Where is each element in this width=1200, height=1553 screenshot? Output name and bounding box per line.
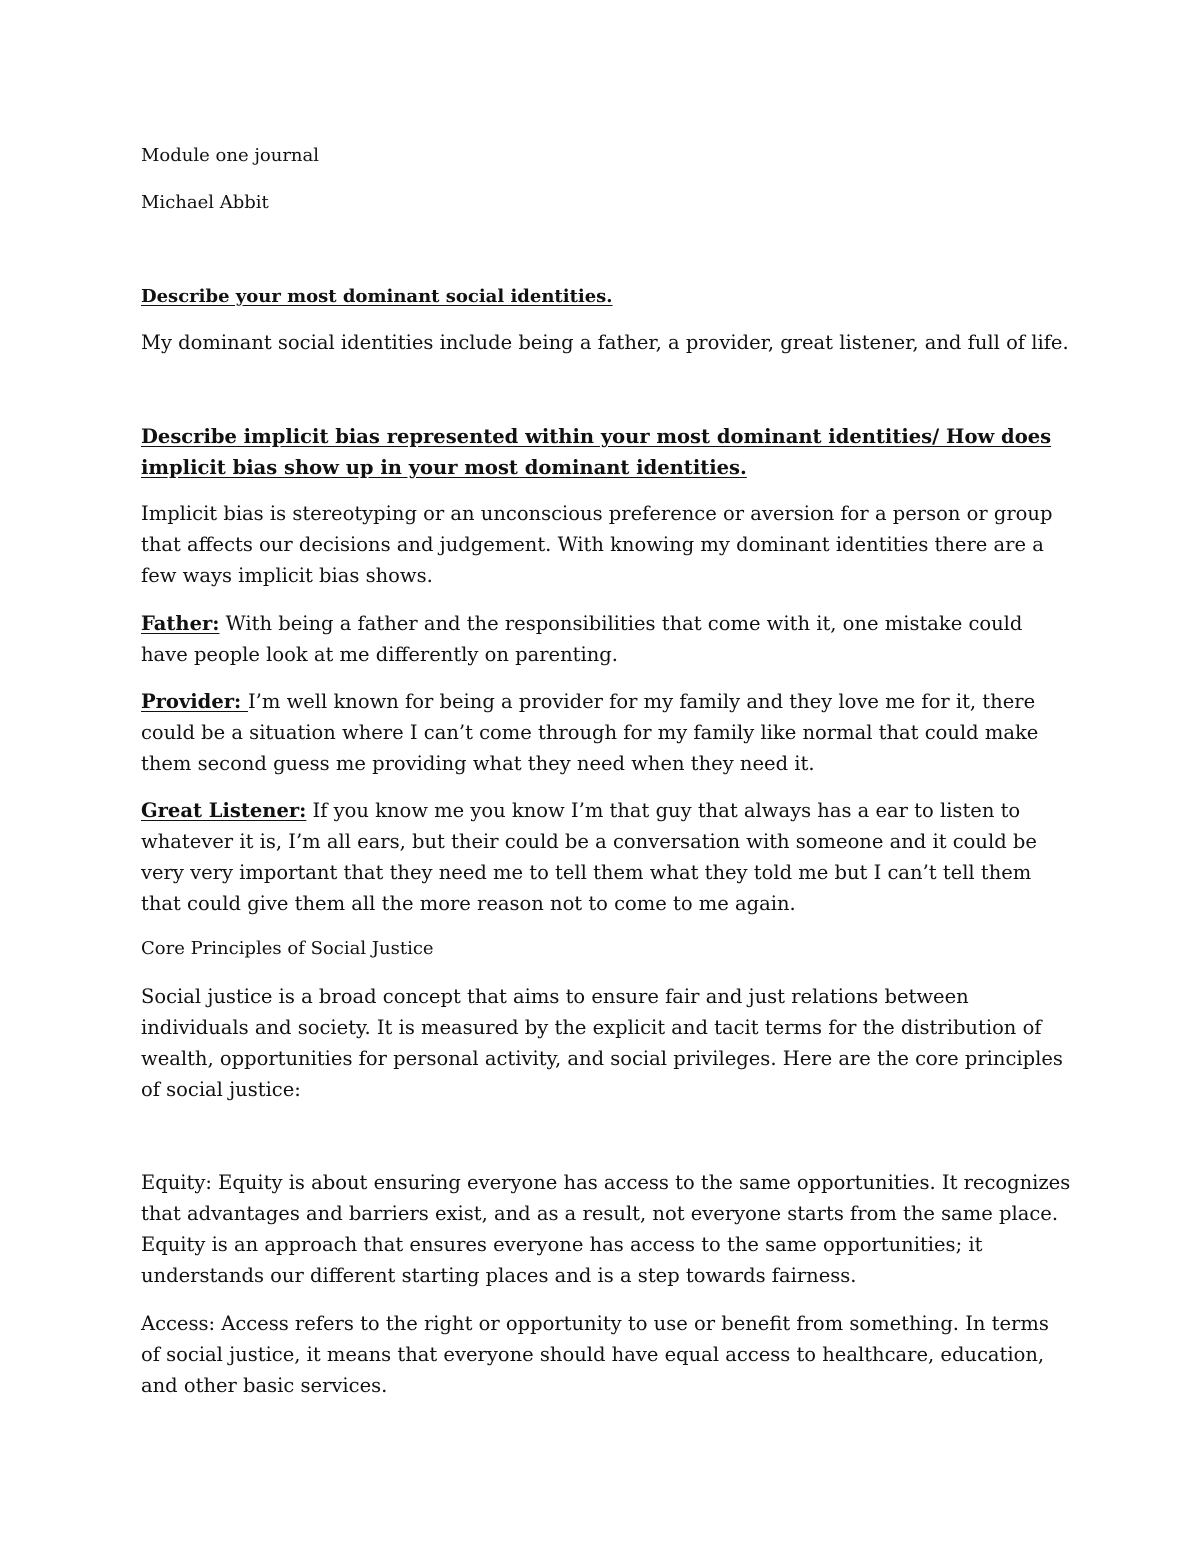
identity-item-provider <box>141 686 1071 779</box>
identity-text: If you know me you know I’m that guy that always has a ear to listen to whatever it is, I’m all ears, but their could be a conversation with someone and it could be very very important that they need me to tell them what they told me but I can’t tell them that could give them all the more reason not to come to me again. <box>141 799 1037 915</box>
equity-paragraph: Equity: Equity is about ensuring everyone has access to the same opportunities. It recognizes that advantages and barriers exist, and as a result, not everyone starts from the same place. Equity is an approach that ensures everyone has access to the same opportunities; it understands our different starting places and is a step towards fairness. <box>141 1171 1071 1287</box>
identity-item-father <box>141 608 1071 670</box>
author-name: Michael Abbit <box>141 192 269 213</box>
section1-text: My dominant social identities include being a father, a provider, great listener, and full of life. <box>141 331 1069 354</box>
identity-text: I’m well known for being a provider for my family and they love me for it, there could be a situation where I can’t come through for my family like normal that could make them second guess me providing what they need when they need it. <box>141 690 1039 775</box>
identity-term: Great Listener: <box>141 799 307 822</box>
section1-heading: Describe your most dominant social identities. <box>141 286 613 307</box>
identity-text: With being a father and the responsibilities that come with it, one mistake could have people look at me differently on parenting. <box>141 612 1023 666</box>
section3-heading: Core Principles of Social Justice <box>141 938 434 959</box>
section2-heading: Describe implicit bias represented within your most dominant identities/ How does implicit bias show up in your most dominant identities. <box>141 425 1052 479</box>
identity-item-great-listener <box>141 795 1071 919</box>
document-title: Module one journal <box>141 145 320 166</box>
identity-term: Father: <box>141 612 220 635</box>
identity-term: Provider: <box>141 690 248 713</box>
access-paragraph: Access: Access refers to the right or opportunity to use or benefit from something. In terms of social justice, it means that everyone should have equal access to healthcare, education, and other basic services. <box>141 1312 1049 1397</box>
section3-intro: Social justice is a broad concept that aims to ensure fair and just relations between individuals and society. It is measured by the explicit and tacit terms for the distribution of wealth, opportunities for personal activity, and social privileges. Here are the core principles of social justice: <box>141 985 1063 1101</box>
section2-intro: Implicit bias is stereotyping or an unconscious preference or aversion for a person or group that affects our decisions and judgement. With knowing my dominant identities there are a few ways implicit bias shows. <box>141 502 1053 587</box>
